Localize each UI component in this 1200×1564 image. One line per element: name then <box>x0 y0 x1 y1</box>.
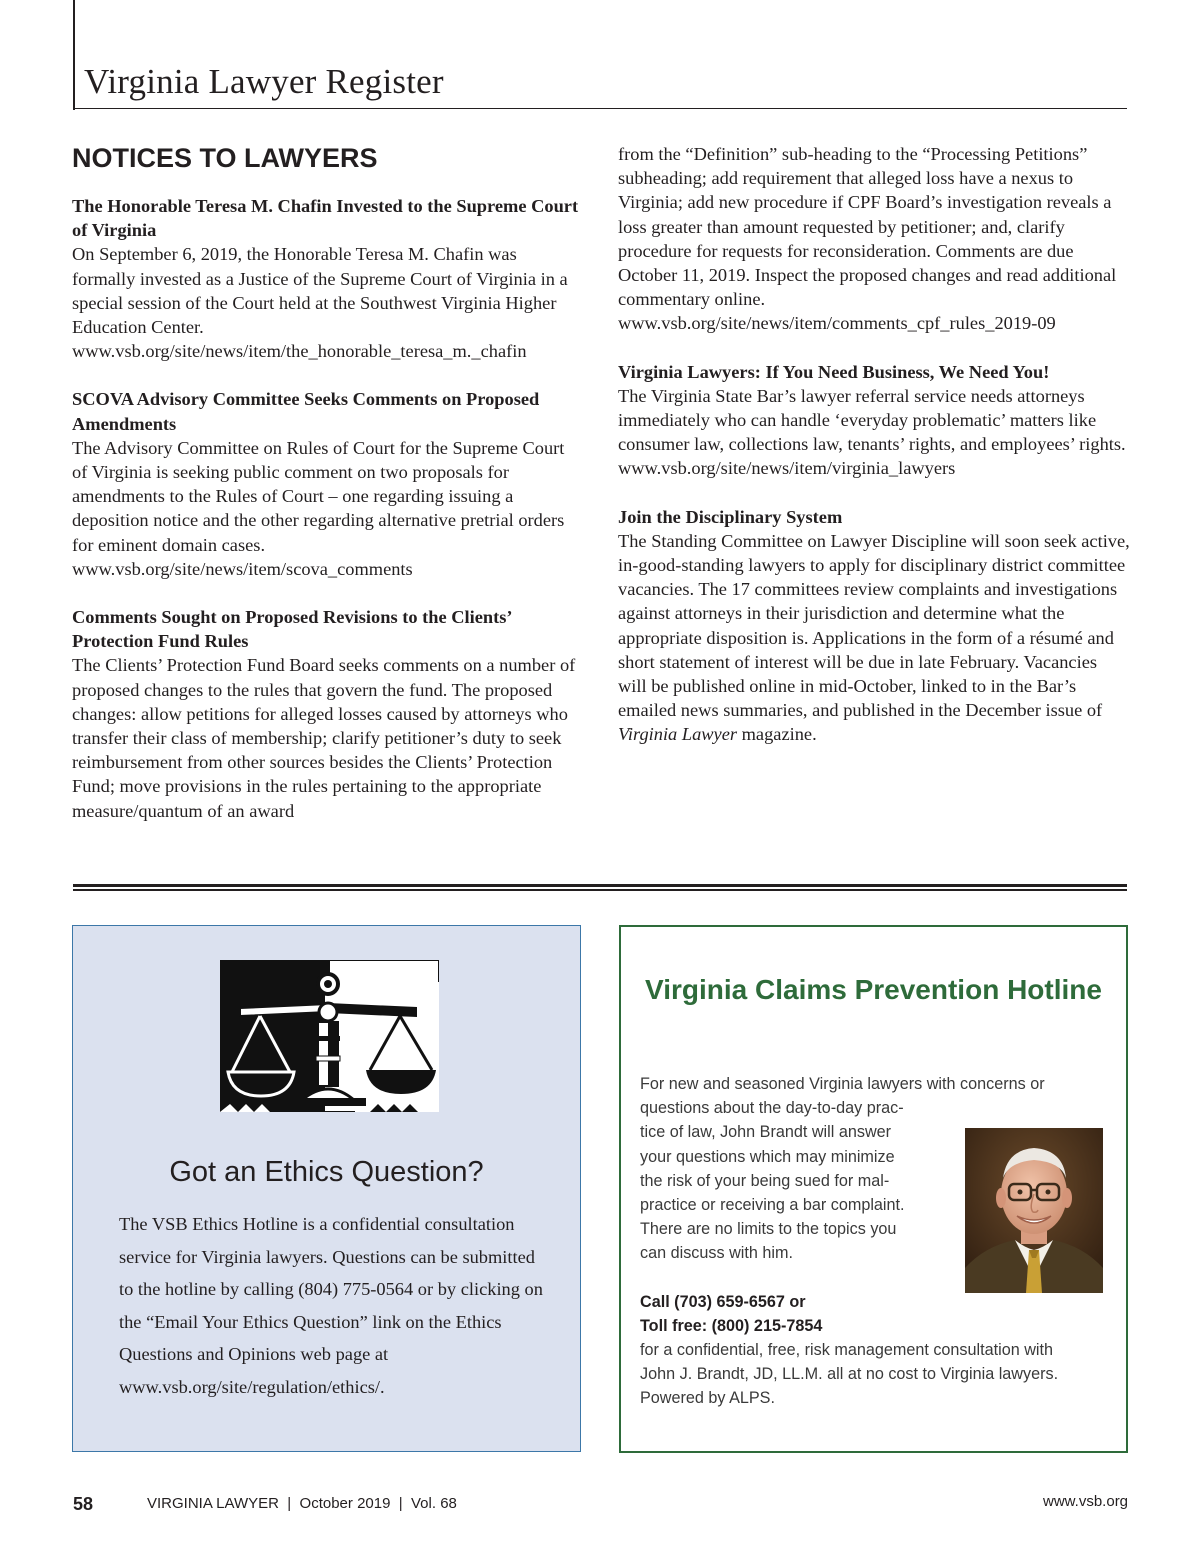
notice-item <box>72 387 584 581</box>
notice-link[interactable]: www.vsb.org/site/news/item/the_honorable_teresa_m._chafin <box>72 341 527 362</box>
notices-heading: NOTICES TO LAWYERS <box>72 143 378 173</box>
notice-link[interactable]: www.vsb.org/site/news/item/comments_cpf_rules_2019-09 <box>618 313 1056 334</box>
notice-body-main: The Standing Committee on Lawyer Discipline will soon seek active, in-good-standing lawyers to apply for disciplinary district committee vacancies. The 17 committees review complaints and investigations against attorneys in their jurisdiction and determine what the appropriate disposition is. Applications in the form of a résumé and short statement of interest will be due in late February. Vacancies will be published online in mid-October, linked to in the Bar’s emailed news summaries, and published in the December issue of <box>618 530 1130 721</box>
notice-body-end: magazine. <box>737 724 817 745</box>
claims-intro-line: tice of law, John Brandt will answer <box>640 1123 892 1142</box>
section-divider <box>73 884 1127 887</box>
scales-of-justice-icon <box>220 960 439 1112</box>
notice-link[interactable]: www.vsb.org/site/news/item/scova_comments <box>72 558 413 579</box>
claims-intro-line: There are no limits to the topics you <box>640 1220 897 1239</box>
header-vertical-rule <box>73 0 75 110</box>
ethics-body: The VSB Ethics Hotline is a confidential consultation service for Virginia lawyers. Questions can be submitted to the hotline by calling (804) 775-0564 or by clicking on the “Email Your Ethics Question” link on the Ethics Questions and Opinions web page at www.vsb.org/site/regulation/ethics/. <box>119 1214 543 1397</box>
claims-intro-line: your questions which may minimize <box>640 1147 895 1166</box>
section-title: Virginia Lawyer Register <box>84 62 444 101</box>
notice-title: The Honorable Teresa M. Chafin Invested to the Supreme Court of Virginia <box>72 196 579 241</box>
claims-details-line: John J. Brandt, JD, LL.M. all at no cost to Virginia lawyers. <box>640 1365 1059 1384</box>
notice-title: SCOVA Advisory Committee Seeks Comments on Proposed Amendments <box>72 389 540 434</box>
claims-intro-line: questions about the day-to-day prac- <box>640 1099 904 1118</box>
notice-body: from the “Definition” sub-heading to the “Processing Petitions” subheading; add requirement that alleged loss have a nexus to Virginia; add new procedure if CPF Board’s investigation reveals a loss greater than amount requested by petitioner; and, clarify procedure for requests for reconsideration. Comments are due October 11, 2019. Inspect the proposed changes and read additional commentary online. <box>618 144 1117 310</box>
claims-details-line: for a confidential, free, risk management consultation with <box>640 1341 1053 1359</box>
notice-item <box>72 605 584 823</box>
notice-item <box>618 360 1130 481</box>
claims-title: Virginia Claims Prevention Hotline <box>645 974 1102 1005</box>
page-number: 58 <box>73 1494 94 1514</box>
notice-title: Comments Sought on Proposed Revisions to the Clients’ Protection Fund Rules <box>72 607 512 652</box>
notice-title: Virginia Lawyers: If You Need Business, We Need You! <box>618 361 1050 382</box>
notice-body: The Clients’ Protection Fund Board seeks comments on a number of proposed changes to the rules that govern the fund. The proposed changes: allow petitions for alleged losses caused by attorneys who transfer their class of membership; clarify petitioner’s duty to seek reimbursement from other sources besides the Clients’ Protection Fund; move provisions in the rules pertaining to the appropriate measure/quantum of an award <box>72 655 576 821</box>
claims-details <box>640 1338 1110 1411</box>
notice-body: On September 6, 2019, the Honorable Teresa M. Chafin was formally invested as a Justice of the Supreme Court of Virginia in a special session of the Court held at the Southwest Virginia Higher Education Center. <box>72 244 568 338</box>
notice-title: Join the Disciplinary System <box>618 506 843 527</box>
claims-details-line: Powered by ALPS. <box>640 1389 775 1408</box>
notice-item <box>618 505 1130 747</box>
john-brandt-portrait <box>965 1128 1103 1293</box>
claims-intro-line: can discuss with him. <box>640 1244 793 1263</box>
phone-number-line[interactable]: Call (703) 659-6567 or <box>640 1293 806 1311</box>
claims-intro-line: the risk of your being sued for mal- <box>640 1171 890 1190</box>
notice-item <box>72 194 584 363</box>
publication-name: Virginia Lawyer <box>618 724 738 745</box>
notices-column-left <box>72 140 584 847</box>
notice-body: The Advisory Committee on Rules of Court for the Supreme Court of Virginia is seeking public comment on two proposals for amendments to the Rules of Court – one regarding issuing a deposition notice and the other regarding alternative pretrial orders for eminent domain cases. <box>72 437 565 555</box>
footer-website[interactable]: www.vsb.org <box>1043 1493 1129 1510</box>
notice-link[interactable]: www.vsb.org/site/news/item/virginia_lawyers <box>618 458 956 479</box>
notice-continued <box>618 142 1130 336</box>
toll-free-line[interactable]: Toll free: (800) 215-7854 <box>640 1317 823 1336</box>
ethics-title: Got an Ethics Question? <box>169 1156 484 1188</box>
section-divider <box>73 889 1127 891</box>
claims-phone <box>640 1290 1110 1338</box>
header-rule <box>73 108 1127 109</box>
notice-body <box>618 529 1130 747</box>
claims-intro-line: practice or receiving a bar complaint. <box>640 1196 905 1215</box>
notices-column-right <box>618 142 1130 771</box>
publication-info: VIRGINIA LAWYER | October 2019 | Vol. 68 <box>147 1495 457 1512</box>
notice-body: The Virginia State Bar’s lawyer referral service needs attorneys immediately who can handle ‘everyday problematic’ matters like consumer law, collections law, tenants’ rights, and employees’ rights. <box>618 385 1126 455</box>
claims-intro-line: For new and seasoned Virginia lawyers with concerns or <box>640 1075 1045 1093</box>
